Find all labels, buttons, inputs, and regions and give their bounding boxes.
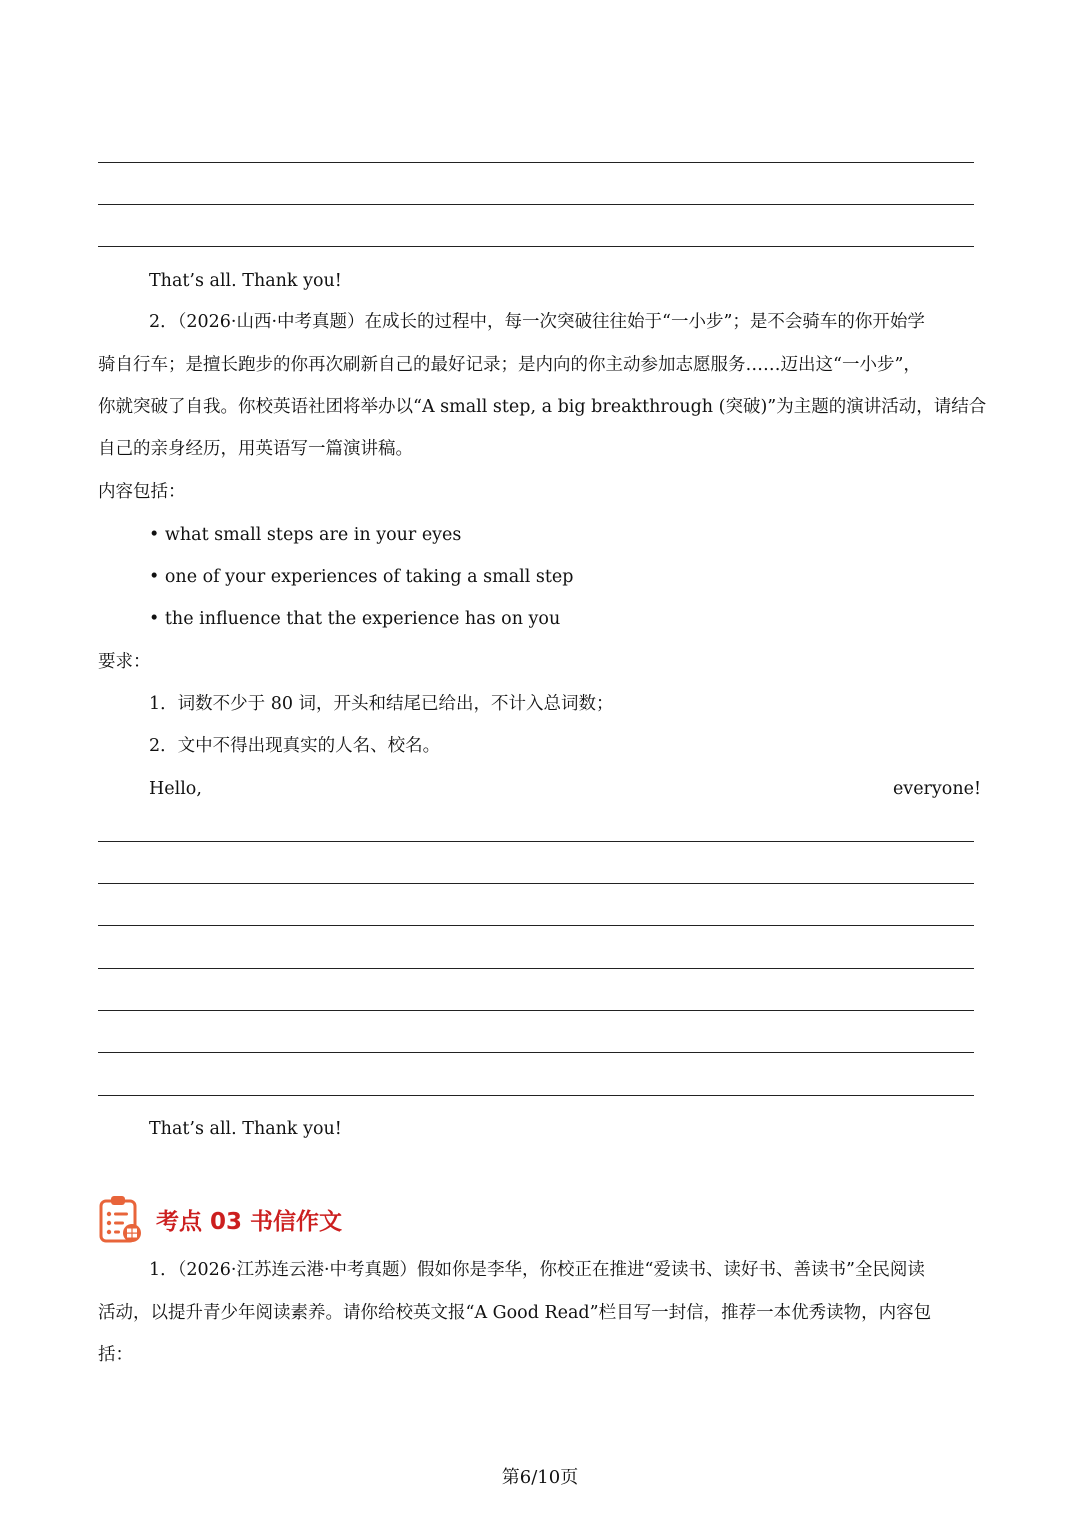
section-title: 考点 03 书信作文 <box>156 1208 343 1235</box>
closing-text: That’s all. Thank you! <box>149 1119 342 1139</box>
checklist-icon <box>98 1194 144 1244</box>
question-1-line-3: 括： <box>98 1345 133 1365</box>
answer-line[interactable] <box>98 204 974 205</box>
requirement-item: 1．词数不少于 80 词，开头和结尾已给出，不计入总词数； <box>149 694 614 714</box>
question-2-line-1: 2．（2026·山西·中考真题）在成长的过程中，每一次突破往往始于“一小步”；是不会骑车的你开始学 <box>149 312 925 332</box>
answer-line[interactable] <box>98 925 974 926</box>
requirements-label: 要求： <box>98 652 151 672</box>
page-number: 第6/10页 <box>501 1467 579 1488</box>
opening-everyone: everyone! <box>892 779 981 799</box>
answer-line[interactable] <box>98 968 974 969</box>
requirement-item: 2．文中不得出现真实的人名、校名。 <box>149 736 441 756</box>
answer-line[interactable] <box>98 1095 974 1096</box>
bullet-item: • one of your experiences of taking a small step <box>149 567 574 587</box>
content-label: 内容包括： <box>98 482 186 502</box>
bullet-item: • what small steps are in your eyes <box>149 525 462 545</box>
opening-hello: Hello, <box>149 779 202 799</box>
closing-text: That’s all. Thank you! <box>149 271 342 291</box>
answer-line[interactable] <box>98 883 974 884</box>
answer-line[interactable] <box>98 1052 974 1053</box>
question-2-line-3: 你就突破了自我。你校英语社团将举办以“A small step, a big breakthrough (突破)”为主题的演讲活动，请结合 <box>98 397 987 417</box>
answer-line[interactable] <box>98 246 974 247</box>
question-2-line-2: 骑自行车；是擅长跑步的你再次刷新自己的最好记录；是内向的你主动参加志愿服务……迈出这“一小步”， <box>98 355 921 375</box>
bullet-item: • the influence that the experience has on you <box>149 609 561 629</box>
answer-line[interactable] <box>98 1010 974 1011</box>
section-heading <box>98 1193 342 1245</box>
question-1-line-2: 活动，以提升青少年阅读素养。请你给校英文报“A Good Read”栏目写一封信，推荐一本优秀读物，内容包 <box>98 1303 932 1323</box>
answer-line[interactable] <box>98 162 974 163</box>
question-2-line-4: 自己的亲身经历，用英语写一篇演讲稿。 <box>98 439 413 459</box>
answer-line[interactable] <box>98 841 974 842</box>
question-1-line-1: 1．（2026·江苏连云港·中考真题）假如你是李华，你校正在推进“爱读书、读好书、善读书”全民阅读 <box>149 1260 925 1280</box>
